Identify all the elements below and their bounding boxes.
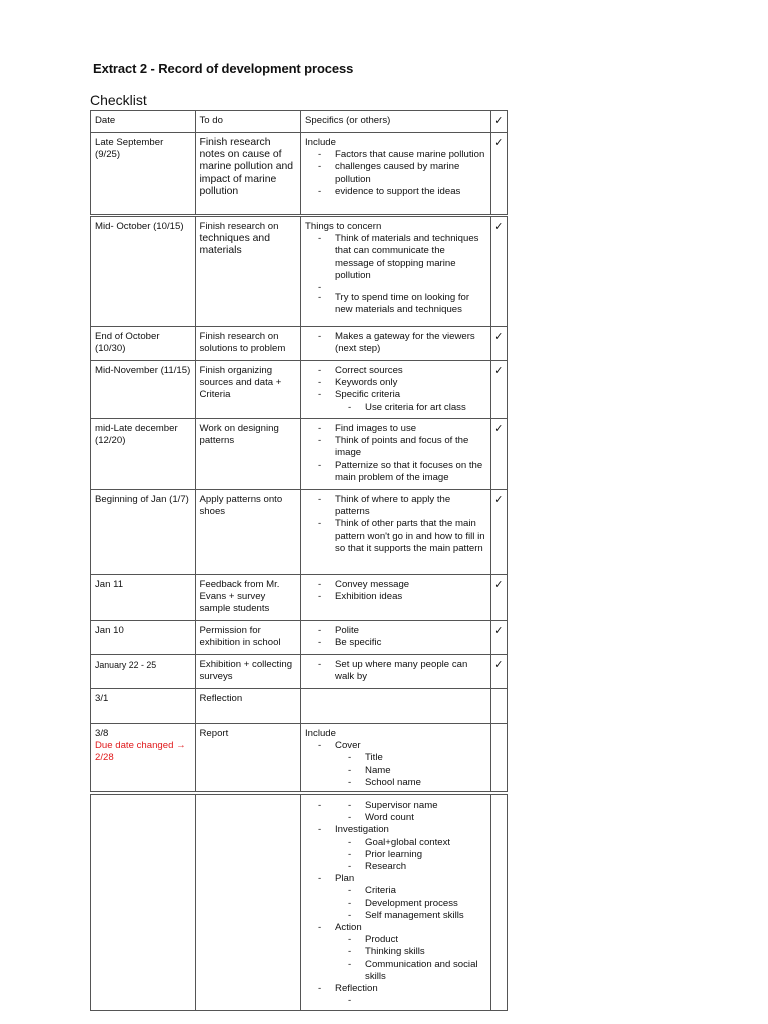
row-date-empty [91, 795, 196, 1011]
document-title: Extract 2 - Record of development process [93, 61, 354, 76]
checklist-table-continued [90, 216, 508, 792]
list-item: - Exhibition ideas [305, 591, 486, 603]
list-item: - challenges caused by marine pollution [305, 161, 486, 185]
row-date: 3/1 [91, 689, 196, 724]
column-header-todo: To do [195, 111, 301, 133]
check-mark: ✓ [490, 217, 507, 327]
sub-list-item: - Self management skills [335, 910, 486, 922]
list-item-continued [305, 800, 486, 824]
sub-list-item: - - Supervisor name [335, 800, 486, 812]
row-specifics [301, 795, 491, 1011]
list-item [305, 873, 486, 922]
specifics-intro: Include [305, 137, 336, 148]
sub-list-item: - Name [335, 765, 486, 777]
sub-list-item: - Goal+global context [335, 837, 486, 849]
list-item-text: Cover [335, 740, 361, 752]
list-item-text: Action [335, 922, 362, 934]
row-date: Mid-November (11/15) [91, 361, 196, 419]
list-item [305, 922, 486, 983]
row-specifics [301, 133, 491, 215]
table-row [91, 419, 508, 490]
table-row [91, 133, 508, 215]
check-mark: ✓ [490, 133, 507, 215]
table-row [91, 689, 508, 724]
row-specifics [301, 217, 491, 327]
column-header-check: ✓ [490, 111, 507, 133]
checklist-heading: Checklist [90, 92, 147, 108]
todo-line: techniques and materials [199, 233, 270, 257]
sub-list-item: - Product [335, 934, 486, 946]
specifics-list [305, 365, 486, 414]
list-item: - Find images to use [305, 423, 486, 435]
table-row [91, 361, 508, 419]
check-mark: ✓ [490, 327, 507, 361]
due-date-change-note: Due date changed → 2/28 [95, 740, 186, 764]
table-row [91, 327, 508, 361]
specifics-list [305, 149, 486, 198]
row-date: Mid- October (10/15) [91, 217, 196, 327]
row-todo: Feedback from Mr. Evans + survey sample students [195, 575, 301, 621]
table-header-row [91, 111, 508, 133]
list-item: - Makes a gateway for the viewers (next step) [305, 331, 486, 355]
row-specifics [301, 419, 491, 490]
check-cell-empty [490, 689, 507, 724]
list-item-text: Reflection [335, 983, 378, 995]
checklist-table [90, 110, 508, 215]
column-header-date: Date [91, 111, 196, 133]
specifics-list [305, 494, 486, 555]
row-date-text: 3/8 [95, 728, 109, 739]
sub-list-item: - Development process [335, 898, 486, 910]
row-date: End of October (10/30) [91, 327, 196, 361]
row-todo: Reflection [195, 689, 301, 724]
list-item: - Try to spend time on looking for new materials and techniques [305, 292, 486, 316]
check-cell-empty [490, 724, 507, 792]
list-item-text: Investigation [335, 824, 389, 836]
table-row [91, 655, 508, 689]
list-item: - Keywords only [305, 377, 486, 389]
list-item: - Think of other parts that the main pattern won't go in and how to fill in so that it supports the main pattern [305, 518, 486, 555]
row-todo: Finish research on solutions to problem [195, 327, 301, 361]
row-specifics [301, 575, 491, 621]
sub-list-item: - School name [335, 777, 486, 789]
sub-list-item: - Communication and social skills [335, 959, 486, 983]
todo-line: Finish research on [199, 221, 279, 232]
list-item: - Convey message [305, 579, 486, 591]
list-item-text: Specific criteria [335, 389, 401, 401]
list-item: - Think of points and focus of the image [305, 435, 486, 459]
list-item: - Think of where to apply the patterns [305, 494, 486, 518]
row-specifics [301, 327, 491, 361]
column-header-specifics: Specifics (or others) [301, 111, 491, 133]
row-specifics [301, 655, 491, 689]
list-item [305, 389, 486, 413]
sub-list [335, 837, 486, 874]
row-date: January 22 - 25 [91, 655, 196, 689]
row-todo [195, 217, 301, 327]
check-mark: ✓ [490, 655, 507, 689]
specifics-list [305, 331, 486, 355]
specifics-intro: Include [305, 728, 336, 739]
row-date: Beginning of Jan (1/7) [91, 490, 196, 575]
specifics-list [305, 625, 486, 649]
check-mark: ✓ [490, 490, 507, 575]
specifics-list [305, 800, 486, 1007]
row-todo: Finish research notes on cause of marine pollution and impact of marine pollution [195, 133, 301, 215]
list-spacer [305, 282, 486, 292]
check-mark: ✓ [490, 361, 507, 419]
check-mark: ✓ [490, 419, 507, 490]
sub-list [335, 752, 486, 789]
specifics-list [305, 659, 486, 683]
sub-list [335, 934, 486, 983]
sub-list [335, 885, 486, 922]
list-item: - Be specific [305, 637, 486, 649]
row-date: mid-Late december (12/20) [91, 419, 196, 490]
row-todo: Permission for exhibition in school [195, 621, 301, 655]
table-row [91, 575, 508, 621]
list-item [305, 983, 486, 1007]
table-row [91, 621, 508, 655]
row-specifics [301, 689, 491, 724]
sub-list-item: - Criteria [335, 885, 486, 897]
list-item: - Think of materials and techniques that can communicate the message of stopping marine pollution [305, 233, 486, 282]
row-date [91, 724, 196, 792]
specifics-intro: Things to concern [305, 221, 382, 232]
row-todo: Work on designing patterns [195, 419, 301, 490]
row-todo: Apply patterns onto shoes [195, 490, 301, 575]
row-date: Jan 11 [91, 575, 196, 621]
specifics-list [305, 233, 486, 316]
row-specifics [301, 621, 491, 655]
specifics-list [305, 423, 486, 484]
list-item: - Set up where many people can walk by [305, 659, 486, 683]
row-todo: Exhibition + collecting surveys [195, 655, 301, 689]
row-specifics [301, 724, 491, 792]
check-cell-empty [490, 795, 507, 1011]
check-mark: ✓ [490, 621, 507, 655]
sub-list-item: - Word count [335, 812, 486, 824]
specifics-list [305, 579, 486, 603]
sub-list [305, 800, 486, 824]
sub-list-item [335, 995, 486, 1007]
list-item: - evidence to support the ideas [305, 186, 486, 198]
list-item-text: Plan [335, 873, 355, 885]
list-item: - Factors that cause marine pollution [305, 149, 486, 161]
table-row [91, 490, 508, 575]
checklist-table-continuation [90, 794, 508, 1011]
row-todo: Report [195, 724, 301, 792]
sub-list-item: - Prior learning [335, 849, 486, 861]
table-row [91, 217, 508, 327]
row-specifics [301, 361, 491, 419]
list-item: - Correct sources [305, 365, 486, 377]
sub-list [335, 995, 486, 1007]
sub-list-item: - Use criteria for art class [335, 402, 486, 414]
sub-list-item: - Title [335, 752, 486, 764]
row-specifics [301, 490, 491, 575]
sub-list [335, 402, 486, 414]
table-row [91, 724, 508, 792]
sub-list-item: - Thinking skills [335, 946, 486, 958]
row-date: Late September (9/25) [91, 133, 196, 215]
check-mark: ✓ [490, 575, 507, 621]
list-item: - Patternize so that it focuses on the main problem of the image [305, 460, 486, 484]
sub-list-item: - Research [335, 861, 486, 873]
row-todo: Finish organizing sources and data + Criteria [195, 361, 301, 419]
row-todo-empty [195, 795, 301, 1011]
list-item [305, 740, 486, 789]
specifics-list [305, 740, 486, 789]
row-date: Jan 10 [91, 621, 196, 655]
table-row [91, 795, 508, 1011]
list-item: - Polite [305, 625, 486, 637]
list-item [305, 824, 486, 873]
